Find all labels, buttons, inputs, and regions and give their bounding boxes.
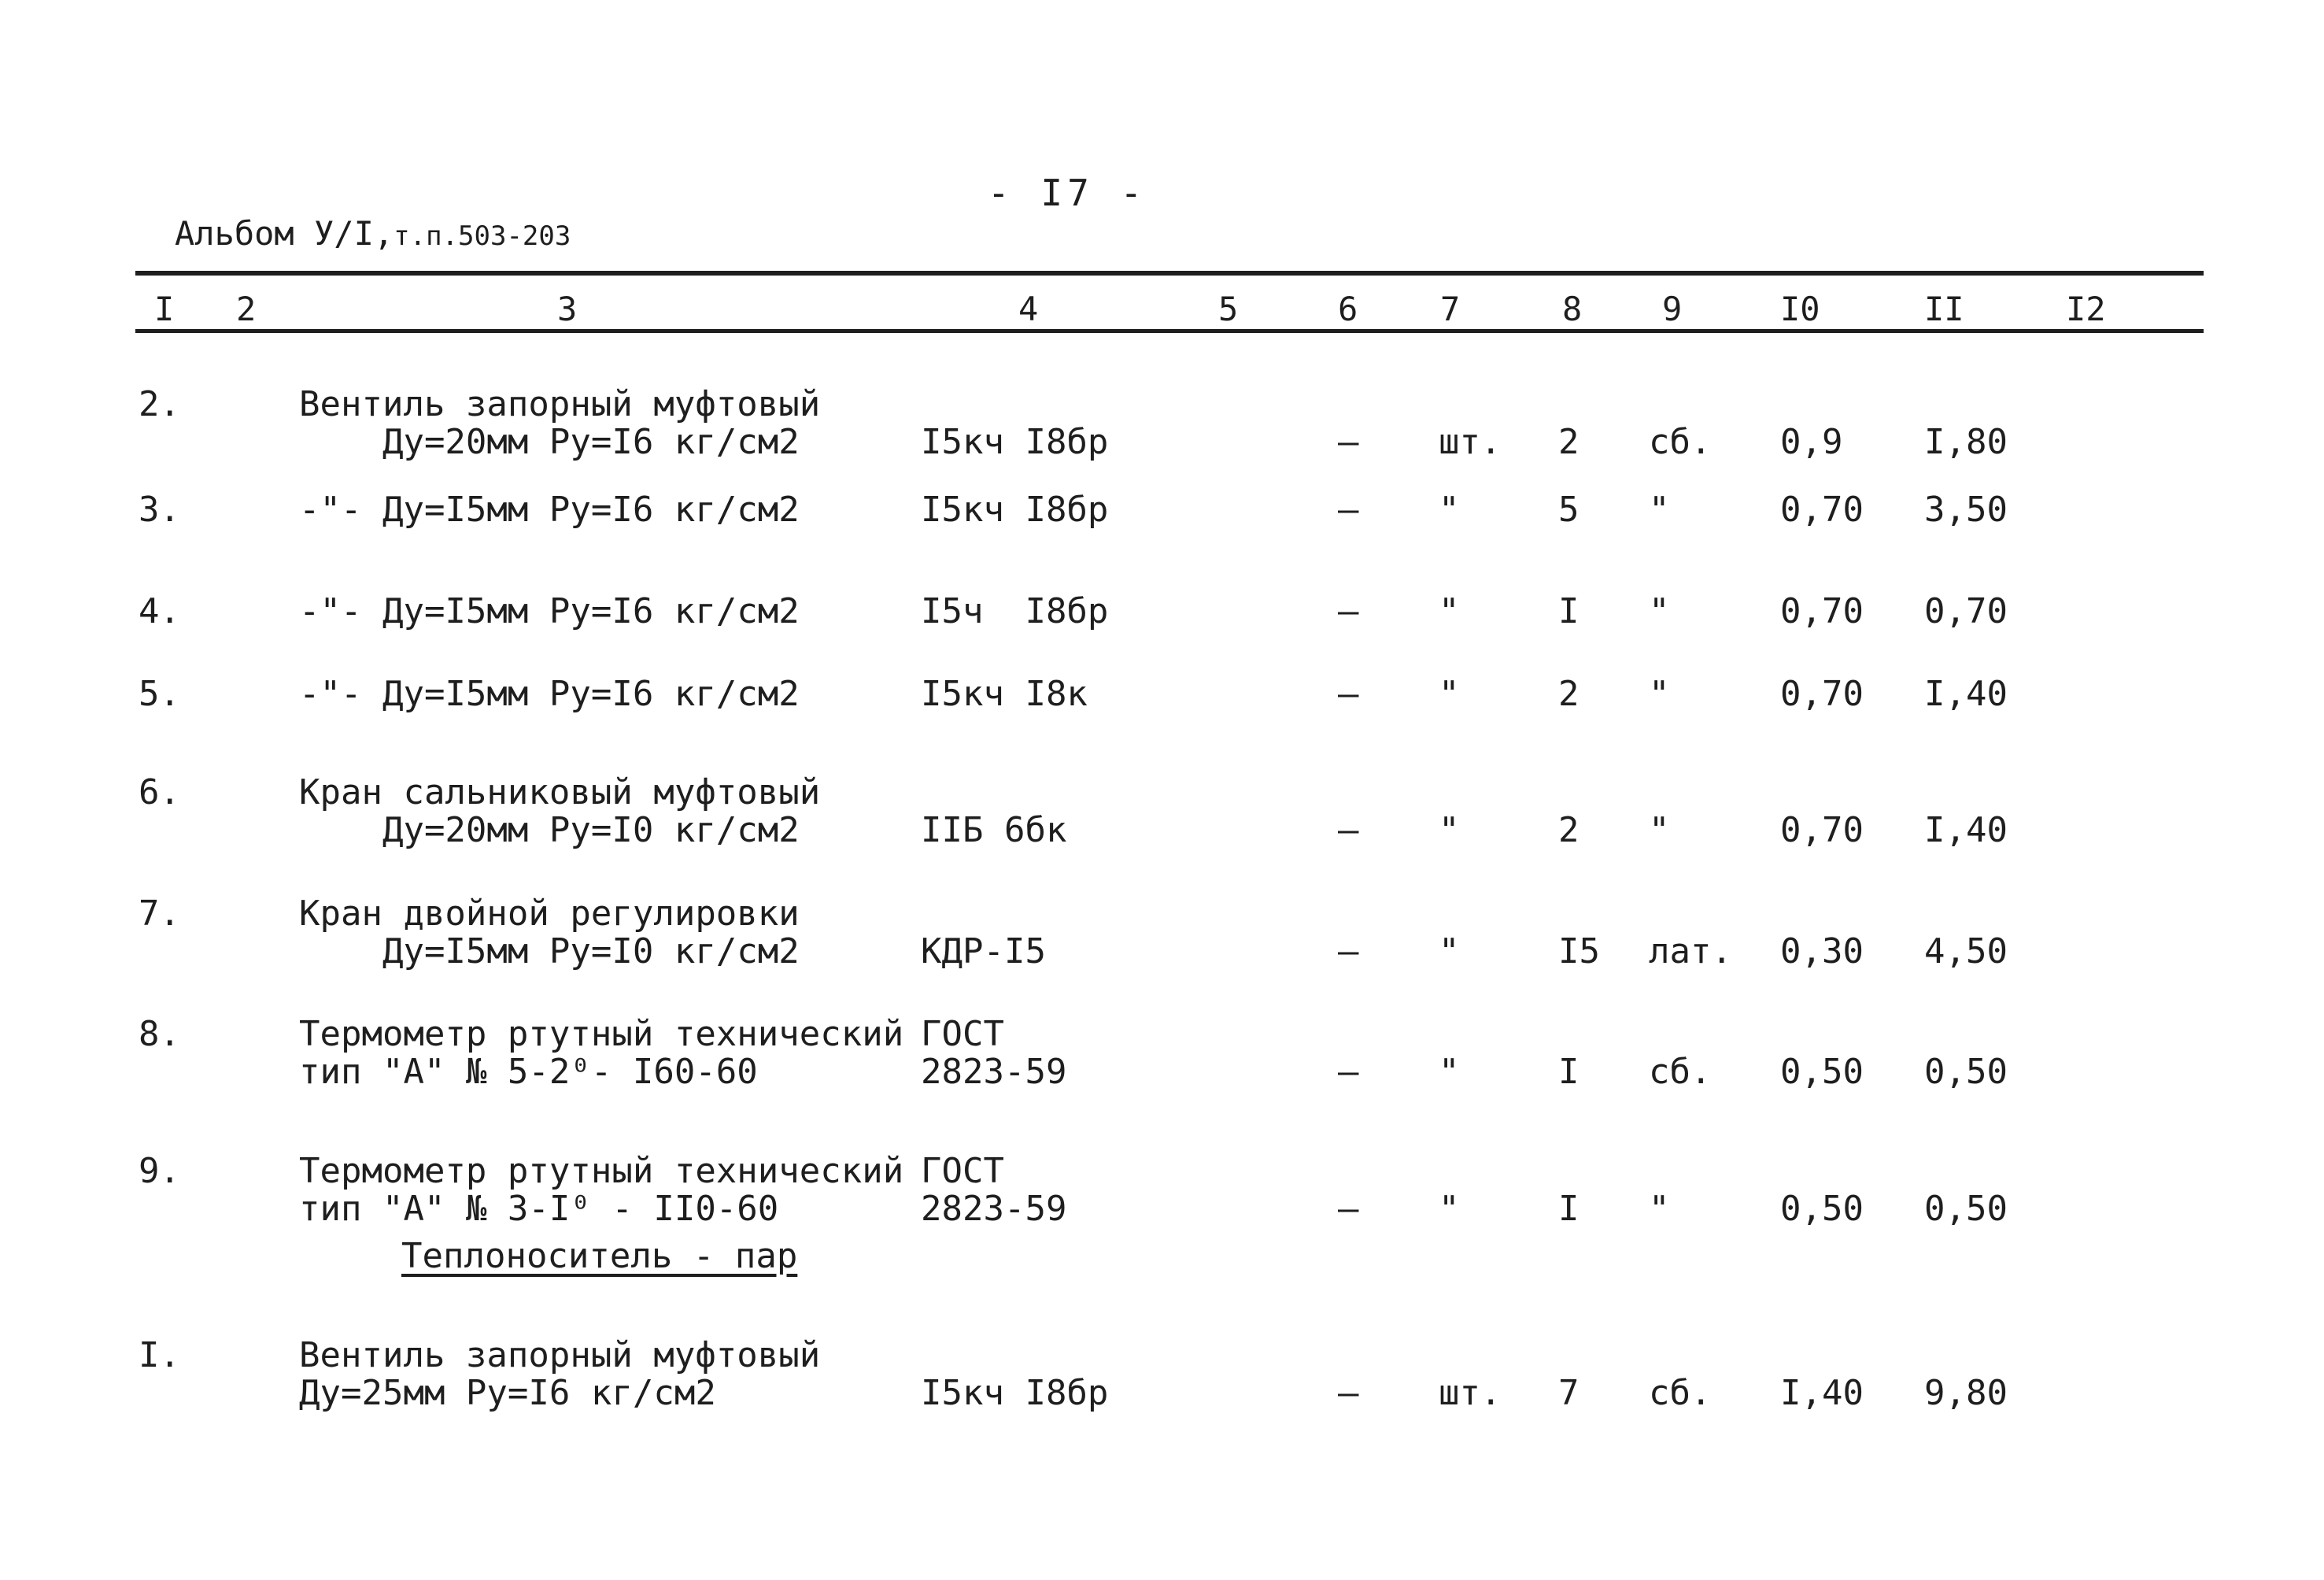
column-header: 7 <box>1440 290 1461 328</box>
item-code: 2823-59 <box>921 1189 1067 1229</box>
item-description: -"- Ду=I5мм Ру=I6 кг/см2 <box>299 674 800 714</box>
unit-weight-value: 0,50 <box>1780 1189 1864 1229</box>
column-6-value: – <box>1338 422 1359 462</box>
column-header: 2 <box>236 290 257 328</box>
row-number: 5. <box>139 674 180 714</box>
item-code: I5кч I8бр <box>921 422 1109 462</box>
item-code: КДР-I5 <box>921 931 1046 971</box>
album-reference <box>175 214 571 253</box>
item-standard: ГОСТ <box>921 1014 1004 1054</box>
item-code: I5ч I8бр <box>921 591 1109 631</box>
album-suffix: т.п.503-203 <box>393 220 571 252</box>
unit-weight-value: 0,70 <box>1780 490 1864 530</box>
unit-weight-value: I,40 <box>1780 1373 1864 1413</box>
material-value: " <box>1649 591 1670 631</box>
album-prefix: Альбом У/I, <box>175 214 394 253</box>
column-header: 9 <box>1662 290 1683 328</box>
quantity-value: I5 <box>1558 931 1600 971</box>
item-name: Вентиль запорный муфтовый <box>299 384 821 424</box>
column-6-value: – <box>1338 1189 1359 1229</box>
material-value: лат. <box>1649 931 1732 971</box>
row-number: 6. <box>139 772 180 812</box>
page-number: - I7 - <box>988 172 1147 214</box>
column-header: II <box>1924 290 1964 328</box>
column-header: 4 <box>1018 290 1039 328</box>
section-title: Теплоноситель - пар <box>401 1236 798 1276</box>
item-code: I5кч I8бр <box>921 490 1109 530</box>
item-name: Термометр ртутный технический <box>299 1151 904 1191</box>
unit-value: " <box>1439 1189 1460 1229</box>
column-6-value: – <box>1338 1052 1359 1092</box>
column-6-value: – <box>1338 490 1359 530</box>
column-header: I <box>154 290 175 328</box>
quantity-value: I <box>1558 1052 1580 1092</box>
quantity-value: I <box>1558 1189 1580 1229</box>
item-description: тип "А" № 3-I⁰ - II0-60 <box>299 1189 779 1229</box>
item-name: Термометр ртутный технический <box>299 1014 904 1054</box>
header-top-rule <box>135 271 2204 276</box>
row-number: 8. <box>139 1014 180 1054</box>
row-number: 4. <box>139 591 180 631</box>
item-name: Кран двойной регулировки <box>299 894 800 934</box>
material-value: сб. <box>1649 1052 1712 1092</box>
unit-value: шт. <box>1439 422 1502 462</box>
material-value: сб. <box>1649 1373 1712 1413</box>
item-description: Ду=20мм Ру=I0 кг/см2 <box>299 810 800 850</box>
row-number: 2. <box>139 384 180 424</box>
item-name: Кран сальниковый муфтовый <box>299 772 821 812</box>
material-value: " <box>1649 674 1670 714</box>
total-weight-value: I,40 <box>1924 674 2008 714</box>
column-header: 6 <box>1338 290 1358 328</box>
column-header: I2 <box>2066 290 2106 328</box>
unit-weight-value: 0,9 <box>1780 422 1843 462</box>
unit-weight-value: 0,70 <box>1780 674 1864 714</box>
row-number: 9. <box>139 1151 180 1191</box>
unit-weight-value: 0,50 <box>1780 1052 1864 1092</box>
item-code: I5кч I8к <box>921 674 1088 714</box>
material-value: " <box>1649 490 1670 530</box>
item-code: I5кч I8бр <box>921 1373 1109 1413</box>
column-6-value: – <box>1338 931 1359 971</box>
item-code: 2823-59 <box>921 1052 1067 1092</box>
quantity-value: 2 <box>1558 422 1580 462</box>
unit-value: " <box>1439 1052 1460 1092</box>
item-standard: ГОСТ <box>921 1151 1004 1191</box>
total-weight-value: 3,50 <box>1924 490 2008 530</box>
total-weight-value: 0,50 <box>1924 1052 2008 1092</box>
unit-value: " <box>1439 674 1460 714</box>
item-description: -"- Ду=I5мм Ру=I6 кг/см2 <box>299 591 800 631</box>
total-weight-value: I,80 <box>1924 422 2008 462</box>
material-value: " <box>1649 1189 1670 1229</box>
item-description: Ду=20мм Ру=I6 кг/см2 <box>299 422 800 462</box>
material-value: сб. <box>1649 422 1712 462</box>
column-header: 3 <box>557 290 578 328</box>
item-description: Ду=I5мм Ру=I0 кг/см2 <box>299 931 800 971</box>
item-code: IIБ 6бк <box>921 810 1067 850</box>
total-weight-value: 0,70 <box>1924 591 2008 631</box>
unit-value: " <box>1439 490 1460 530</box>
row-number: 3. <box>139 490 180 530</box>
row-number: 7. <box>139 894 180 934</box>
item-description: -"- Ду=I5мм Ру=I6 кг/см2 <box>299 490 800 530</box>
quantity-value: 2 <box>1558 674 1580 714</box>
quantity-value: 2 <box>1558 810 1580 850</box>
item-description: Ду=25мм Ру=I6 кг/см2 <box>299 1373 716 1413</box>
total-weight-value: 9,80 <box>1924 1373 2008 1413</box>
total-weight-value: 0,50 <box>1924 1189 2008 1229</box>
column-header: I0 <box>1780 290 1820 328</box>
quantity-value: 5 <box>1558 490 1580 530</box>
column-6-value: – <box>1338 674 1359 714</box>
quantity-value: 7 <box>1558 1373 1580 1413</box>
quantity-value: I <box>1558 591 1580 631</box>
total-weight-value: 4,50 <box>1924 931 2008 971</box>
unit-value: " <box>1439 810 1460 850</box>
column-header: 5 <box>1218 290 1239 328</box>
unit-value: " <box>1439 931 1460 971</box>
column-6-value: – <box>1338 810 1359 850</box>
unit-weight-value: 0,70 <box>1780 591 1864 631</box>
column-6-value: – <box>1338 591 1359 631</box>
unit-value: шт. <box>1439 1373 1502 1413</box>
column-header: 8 <box>1562 290 1583 328</box>
header-bottom-rule <box>135 329 2204 333</box>
unit-value: " <box>1439 591 1460 631</box>
total-weight-value: I,40 <box>1924 810 2008 850</box>
unit-weight-value: 0,30 <box>1780 931 1864 971</box>
row-number: I. <box>139 1335 180 1375</box>
unit-weight-value: 0,70 <box>1780 810 1864 850</box>
material-value: " <box>1649 810 1670 850</box>
column-6-value: – <box>1338 1373 1359 1413</box>
item-name: Вентиль запорный муфтовый <box>299 1335 821 1375</box>
item-description: тип "А" № 5-2⁰- I60-60 <box>299 1052 758 1092</box>
